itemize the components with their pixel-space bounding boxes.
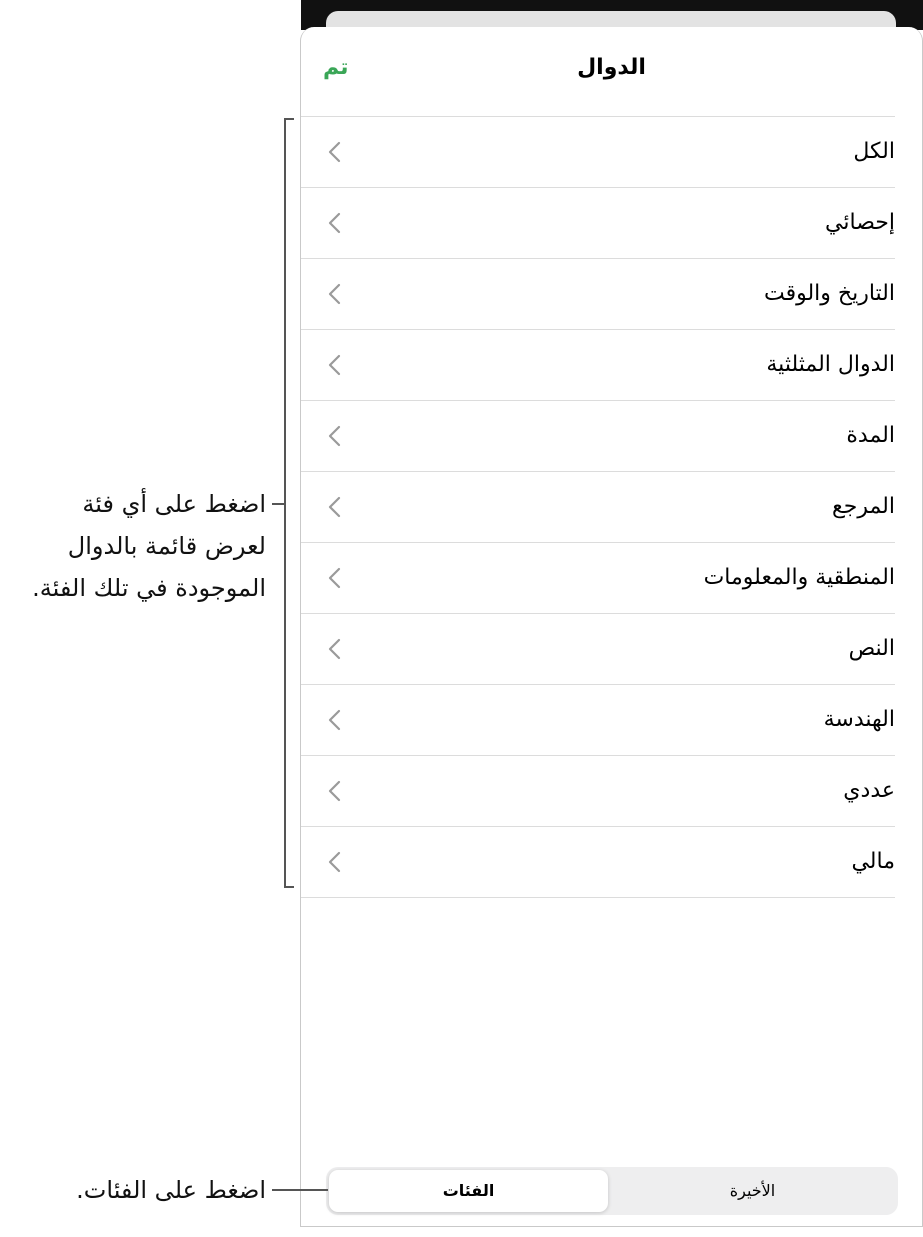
category-label: الدوال المثلثية: [766, 352, 895, 377]
list-leader-line: [272, 503, 286, 505]
chevron-left-icon: [327, 141, 341, 163]
functions-panel: [300, 27, 923, 1227]
chevron-left-icon: [327, 567, 341, 589]
category-label: النص: [848, 636, 895, 661]
category-label: عددي: [843, 778, 895, 803]
category-item-date-time[interactable]: [301, 259, 895, 330]
panel-header: [301, 27, 922, 117]
category-item-reference[interactable]: [301, 472, 895, 543]
category-item-numeric[interactable]: [301, 756, 895, 827]
segmented-control: [326, 1167, 898, 1215]
list-callout: [0, 483, 266, 609]
category-label: مالي: [851, 849, 895, 874]
category-list: [301, 116, 895, 898]
category-item-all[interactable]: [301, 117, 895, 188]
category-item-financial[interactable]: [301, 827, 895, 898]
chevron-left-icon: [327, 212, 341, 234]
tab-recent[interactable]: الأخيرة: [729, 1181, 776, 1200]
category-item-duration[interactable]: [301, 401, 895, 472]
category-label: الهندسة: [823, 707, 895, 732]
done-button[interactable]: تم: [323, 55, 349, 80]
chevron-left-icon: [327, 709, 341, 731]
chevron-left-icon: [327, 851, 341, 873]
category-item-logical-info[interactable]: [301, 543, 895, 614]
chevron-left-icon: [327, 496, 341, 518]
category-label: المدة: [846, 423, 895, 448]
tab-leader-line: [272, 1189, 328, 1191]
chevron-left-icon: [327, 638, 341, 660]
category-item-statistical[interactable]: [301, 188, 895, 259]
chevron-left-icon: [327, 780, 341, 802]
category-label: التاريخ والوقت: [763, 281, 895, 306]
category-label: المرجع: [832, 494, 895, 519]
chevron-left-icon: [327, 425, 341, 447]
category-label: الكل: [853, 139, 895, 164]
list-callout-line: اضغط على أي فئة: [82, 490, 266, 518]
tab-callout: اضغط على الفئات.: [76, 1176, 266, 1204]
list-callout-line: لعرض قائمة بالدوال: [67, 532, 266, 560]
list-callout-line: الموجودة في تلك الفئة.: [32, 574, 266, 602]
category-label: إحصائي: [825, 210, 895, 235]
chevron-left-icon: [327, 283, 341, 305]
chevron-left-icon: [327, 354, 341, 376]
category-item-engineering[interactable]: [301, 685, 895, 756]
tab-categories[interactable]: الفئات: [329, 1170, 608, 1212]
panel-title: الدوال: [577, 55, 646, 80]
category-item-trigonometric[interactable]: [301, 330, 895, 401]
category-item-text[interactable]: [301, 614, 895, 685]
category-label: المنطقية والمعلومات: [703, 565, 895, 590]
